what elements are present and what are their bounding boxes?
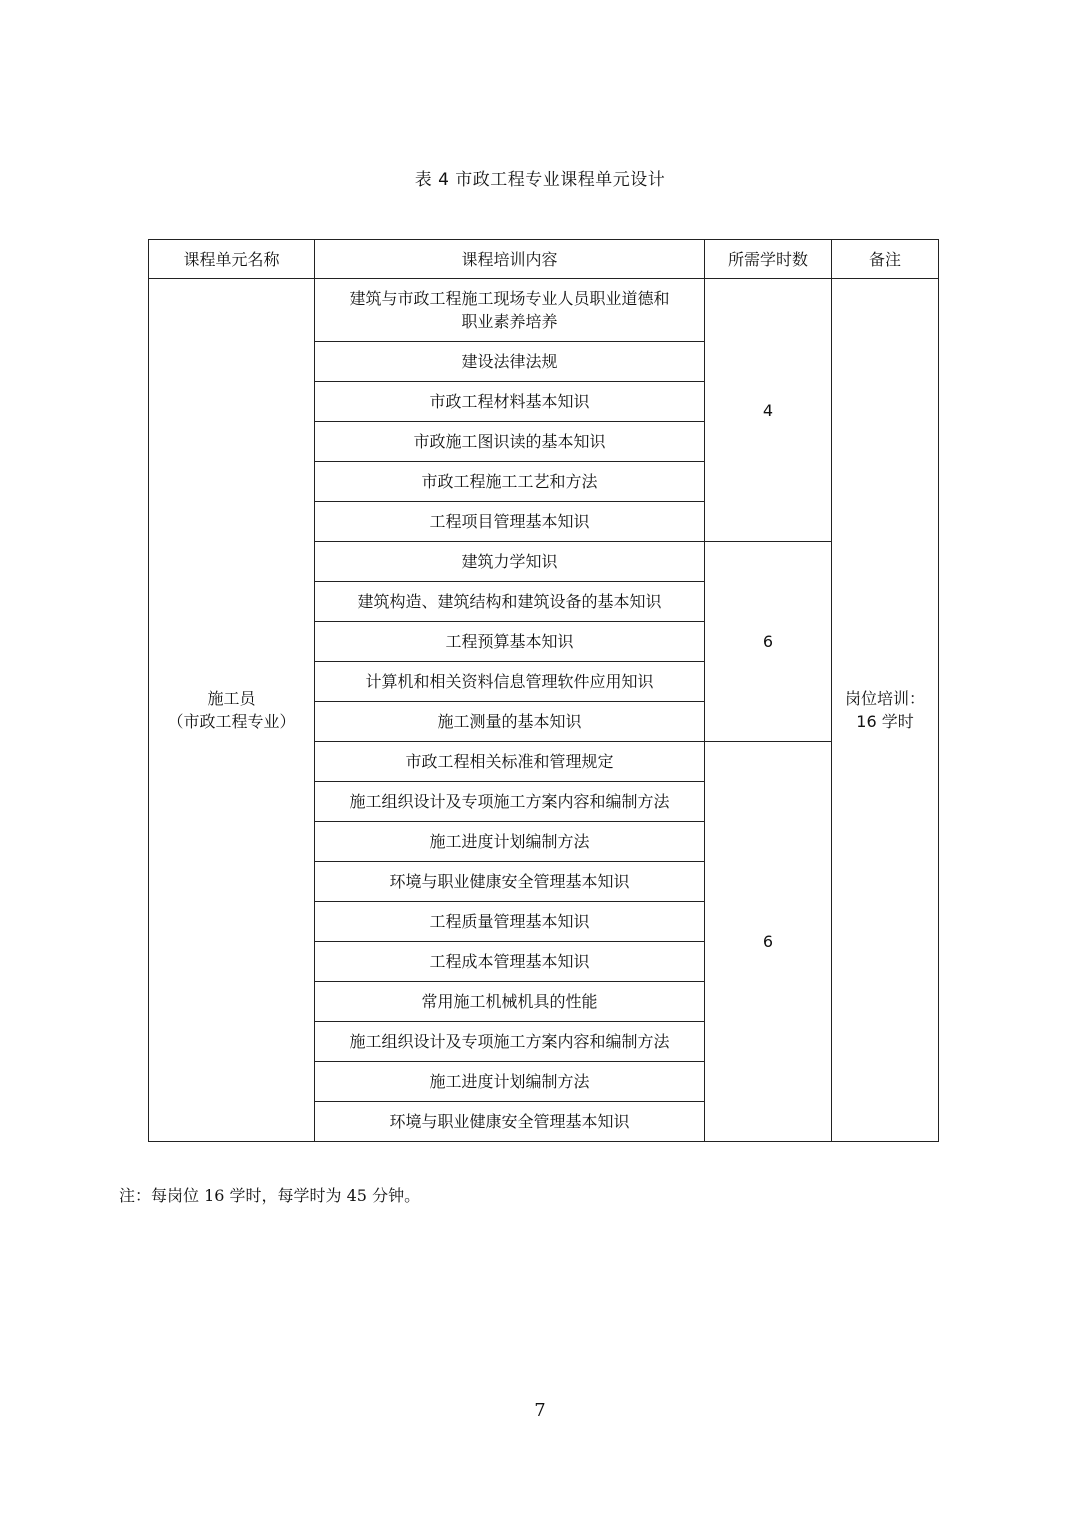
- content-cell: 工程质量管理基本知识: [315, 902, 705, 942]
- content-cell: 施工测量的基本知识: [315, 702, 705, 742]
- content-cell: 工程项目管理基本知识: [315, 502, 705, 542]
- footnote: 注：每岗位 16 学时，每学时为 45 分钟。: [119, 1186, 421, 1205]
- content-cell: 工程成本管理基本知识: [315, 942, 705, 982]
- table-title: 表 4 市政工程专业课程单元设计: [414, 170, 666, 190]
- content-cell: 市政工程材料基本知识: [315, 382, 705, 422]
- unit-name-cell: 施工员 （市政工程专业）: [149, 279, 315, 1142]
- content-cell: 施工进度计划编制方法: [315, 1062, 705, 1102]
- page-number: 7: [534, 1400, 546, 1421]
- content-cell: 市政工程相关标准和管理规定: [315, 742, 705, 782]
- content-cell: 施工组织设计及专项施工方案内容和编制方法: [315, 782, 705, 822]
- content-cell: 常用施工机械机具的性能: [315, 982, 705, 1022]
- table-header-row: [149, 240, 939, 279]
- content-cell: 施工进度计划编制方法: [315, 822, 705, 862]
- content-cell: 计算机和相关资料信息管理软件应用知识: [315, 662, 705, 702]
- content-cell: 施工组织设计及专项施工方案内容和编制方法: [315, 1022, 705, 1062]
- hours-cell: 4: [705, 279, 832, 542]
- course-table: [148, 239, 939, 1142]
- content-cell: 市政施工图识读的基本知识: [315, 422, 705, 462]
- content-cell: 环境与职业健康安全管理基本知识: [315, 1102, 705, 1142]
- hours-cell: 6: [705, 542, 832, 742]
- remark-cell: 岗位培训： 16 学时: [832, 279, 939, 1142]
- header-hours: 所需学时数: [705, 240, 832, 279]
- content-cell: 环境与职业健康安全管理基本知识: [315, 862, 705, 902]
- content-cell: 市政工程施工工艺和方法: [315, 462, 705, 502]
- content-cell: 建筑构造、建筑结构和建筑设备的基本知识: [315, 582, 705, 622]
- header-unit-name: 课程单元名称: [149, 240, 315, 279]
- header-remark: 备注: [832, 240, 939, 279]
- header-content: 课程培训内容: [315, 240, 705, 279]
- table-row: [149, 279, 939, 342]
- hours-cell: 6: [705, 742, 832, 1142]
- content-cell: 建设法律法规: [315, 342, 705, 382]
- content-cell: 建筑与市政工程施工现场专业人员职业道德和 职业素养培养: [315, 279, 705, 342]
- content-cell: 工程预算基本知识: [315, 622, 705, 662]
- content-cell: 建筑力学知识: [315, 542, 705, 582]
